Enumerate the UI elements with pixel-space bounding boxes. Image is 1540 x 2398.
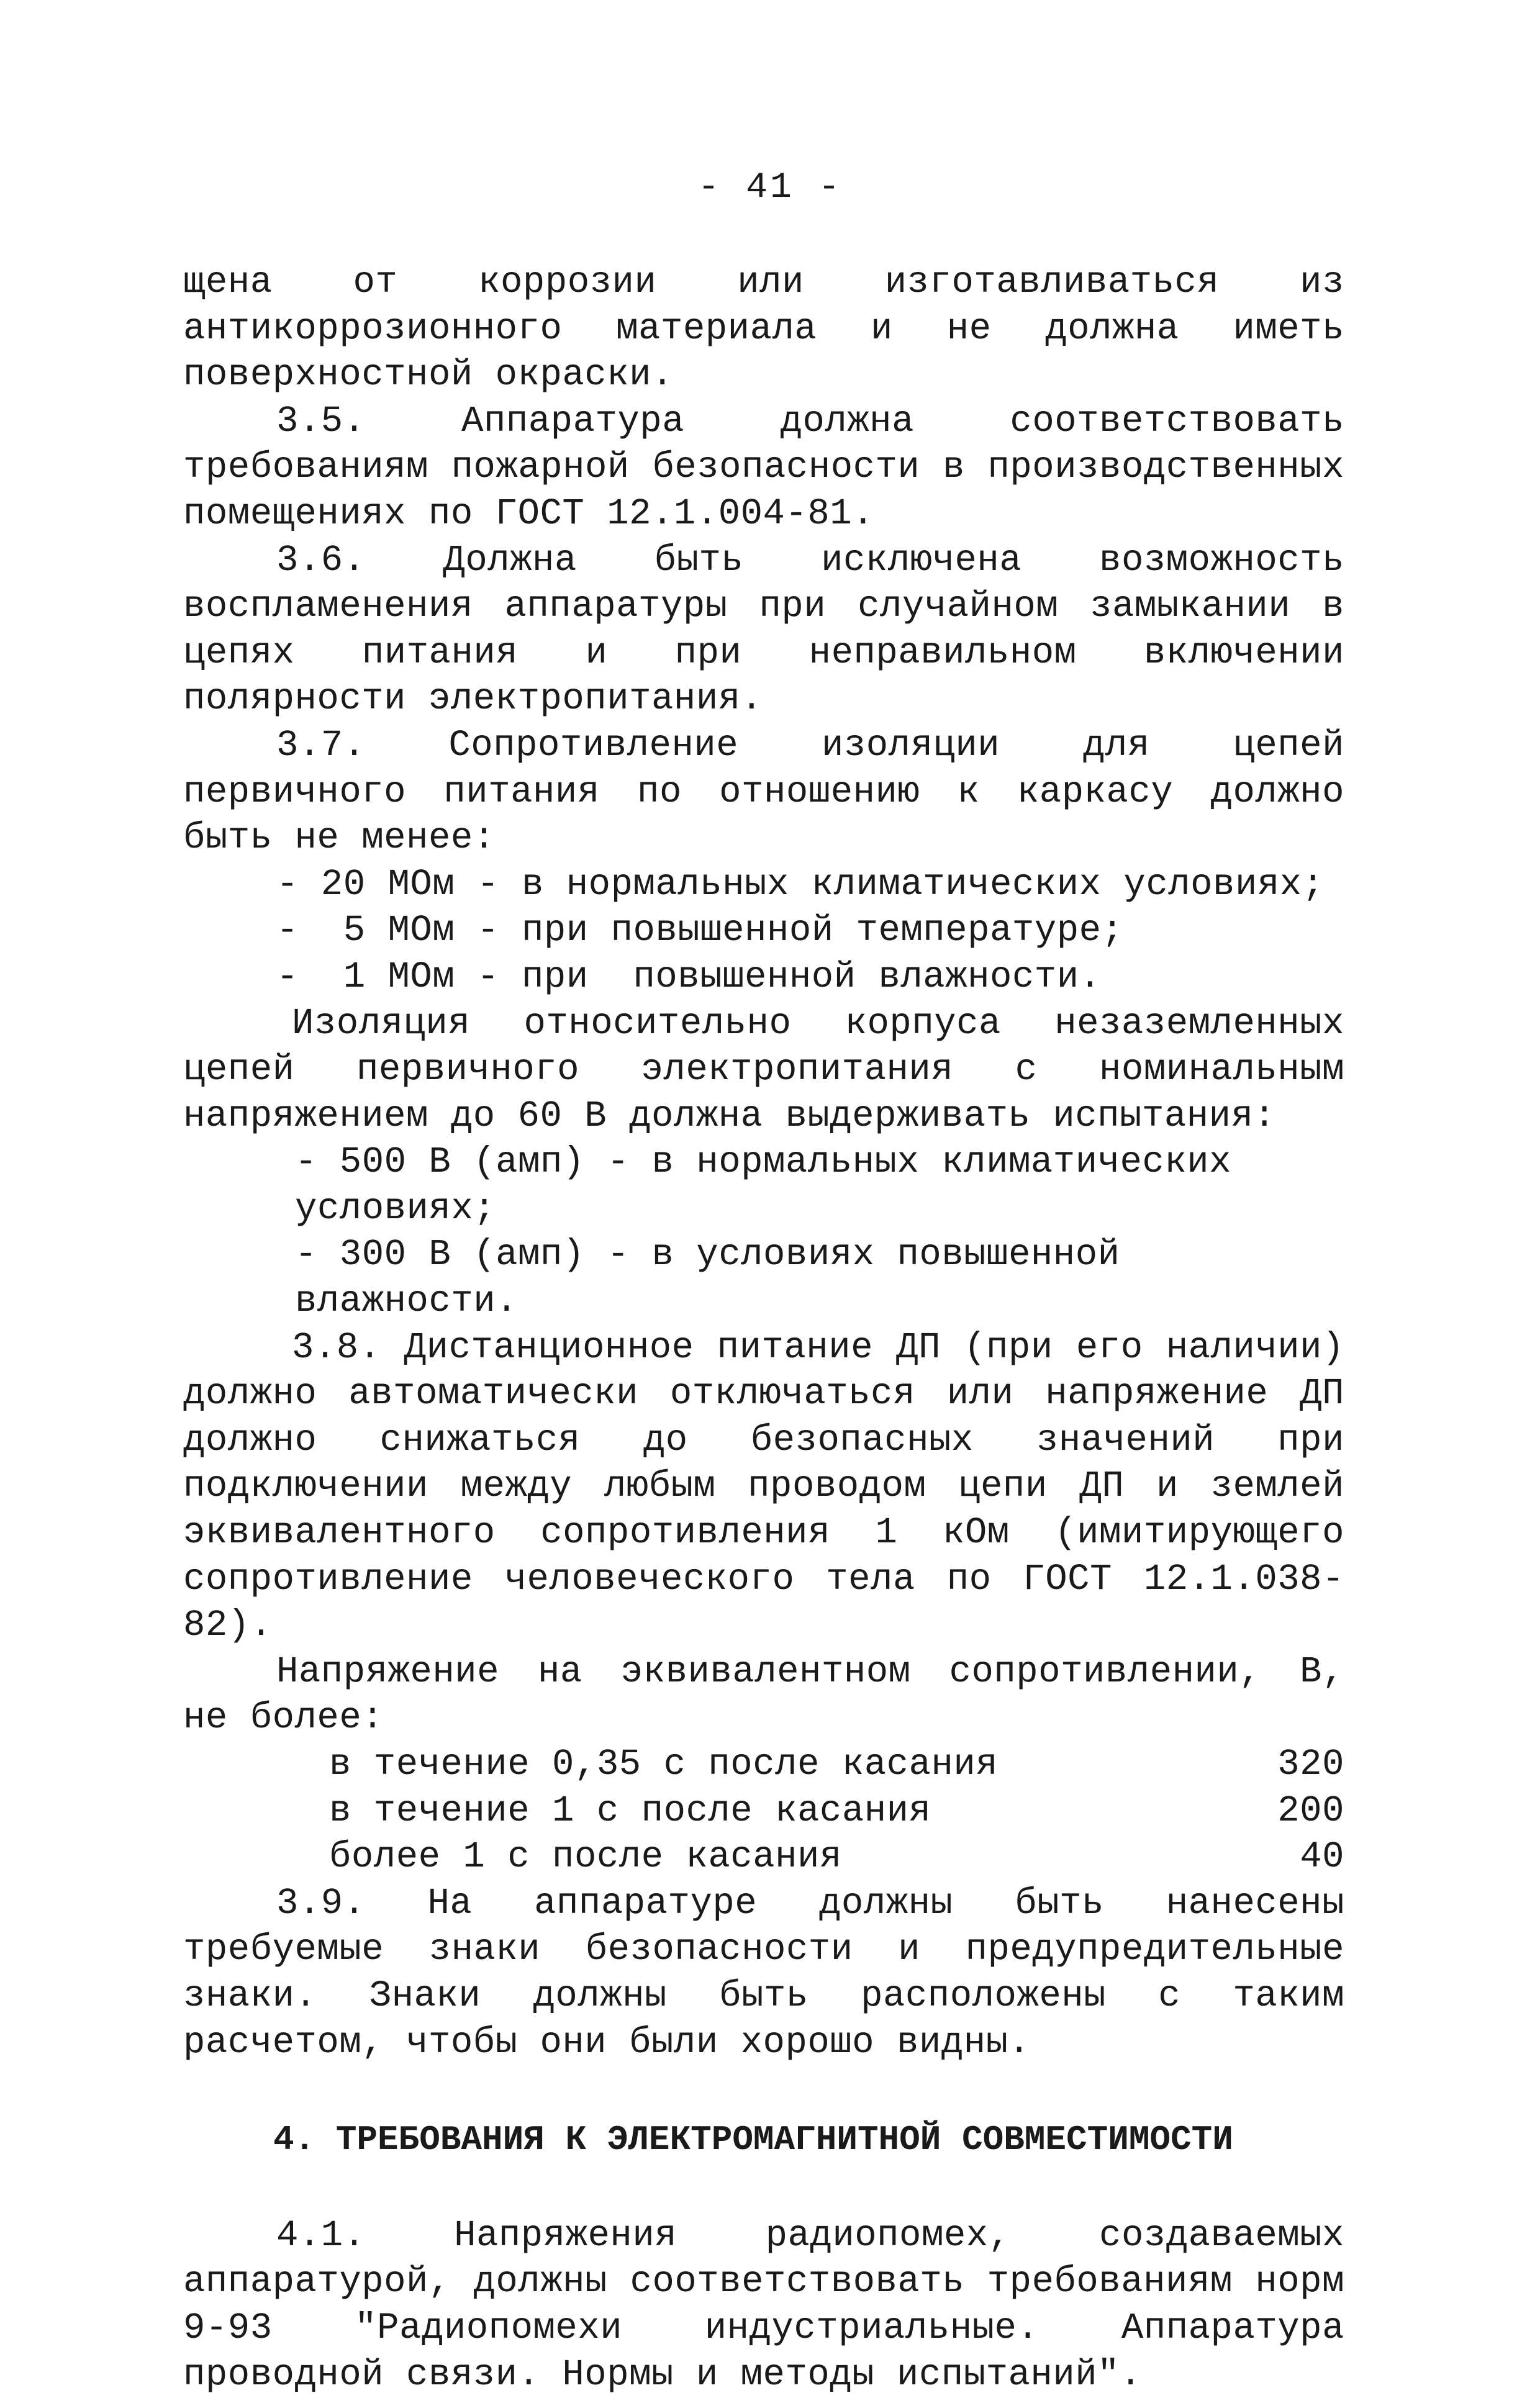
table-cell-value: 40: [1300, 1836, 1344, 1878]
paragraph-isolation: Изоляция относительно корпуса незаземленных цепей первичного электропитания с номинальным напряжением до 60 В должна выдерживать испытания:: [183, 1002, 1344, 1137]
list-item: - 20 МОм - в нормальных климатических условиях;: [276, 863, 1325, 905]
table-cell-value: 320: [1277, 1744, 1344, 1785]
list-item: - 5 МОм - при повышенной температуре;: [276, 910, 1124, 952]
paragraph-3-9: 3.9. На аппаратуре должны быть нанесены требуемые знаки безопасности и предупредительные знаки. Знаки должны быть расположены с таким расчетом, чтобы они были хорошо видны.: [183, 1882, 1344, 2063]
table-cell-label: в течение 1 с после касания: [329, 1789, 931, 1832]
table-cell-value: 200: [1277, 1789, 1344, 1832]
paragraph-3-7: 3.7. Сопротивление изоляции для цепей первичного питания по отношению к каркасу должно быть не менее:: [183, 724, 1344, 859]
list-item: - 1 МОм - при повышенной влажности.: [276, 956, 1102, 998]
section-4-heading: 4. ТРЕБОВАНИЯ К ЭЛЕКТРОМАГНИТНОЙ СОВМЕСТИМОСТИ: [273, 2120, 1233, 2160]
paragraph-3-6: 3.6. Должна быть исключена возможность воспламенения аппаратуры при случайном замыкании в цепях питания и при неправильном включении полярности электропитания.: [183, 539, 1344, 720]
table-row: [183, 1742, 1344, 1788]
table-row: [183, 1788, 1344, 1835]
list-item: - 300 В (амп) - в условиях повышенной влажности.: [295, 1234, 1120, 1323]
paragraph-4-1: 4.1. Напряжения радиопомех, создаваемых аппаратурой, должны соответствовать требованиям норм 9-93 "Радиопомехи индустриальные. Аппаратура проводной связи. Нормы и методы испытаний".: [183, 2214, 1344, 2396]
document-body: [183, 260, 1344, 2398]
paragraph-voltage-intro: Напряжение на эквивалентном сопротивлении, В, не более:: [183, 1650, 1344, 1739]
paragraph-continuation: щена от коррозии или изготавливаться из антикоррозионного материала и не должна иметь поверхностной окраски.: [183, 261, 1344, 396]
voltage-table: [183, 1742, 1344, 1881]
table-cell-label: более 1 с после касания: [329, 1836, 842, 1878]
table-cell-label: в течение 0,35 с после касания: [329, 1744, 999, 1785]
list-item: - 500 В (амп) - в нормальных климатических условиях;: [295, 1141, 1232, 1229]
paragraph-3-5: 3.5. Аппаратура должна соответствовать требованиям пожарной безопасности в производственных помещениях по ГОСТ 12.1.004-81.: [183, 400, 1344, 535]
paragraph-3-8: 3.8. Дистанционное питание ДП (при его наличии) должно автоматически отключаться или напряжение ДП должно снижаться до безопасных значений при подключении между любым проводом цепи ДП и землей эквивалентного сопротивления 1 кОм (имитирующего сопротивление человеческого тела по ГОСТ 12.1.038-82).: [183, 1326, 1344, 1647]
table-row: [183, 1834, 1344, 1881]
page-number: - 41 -: [697, 168, 843, 208]
